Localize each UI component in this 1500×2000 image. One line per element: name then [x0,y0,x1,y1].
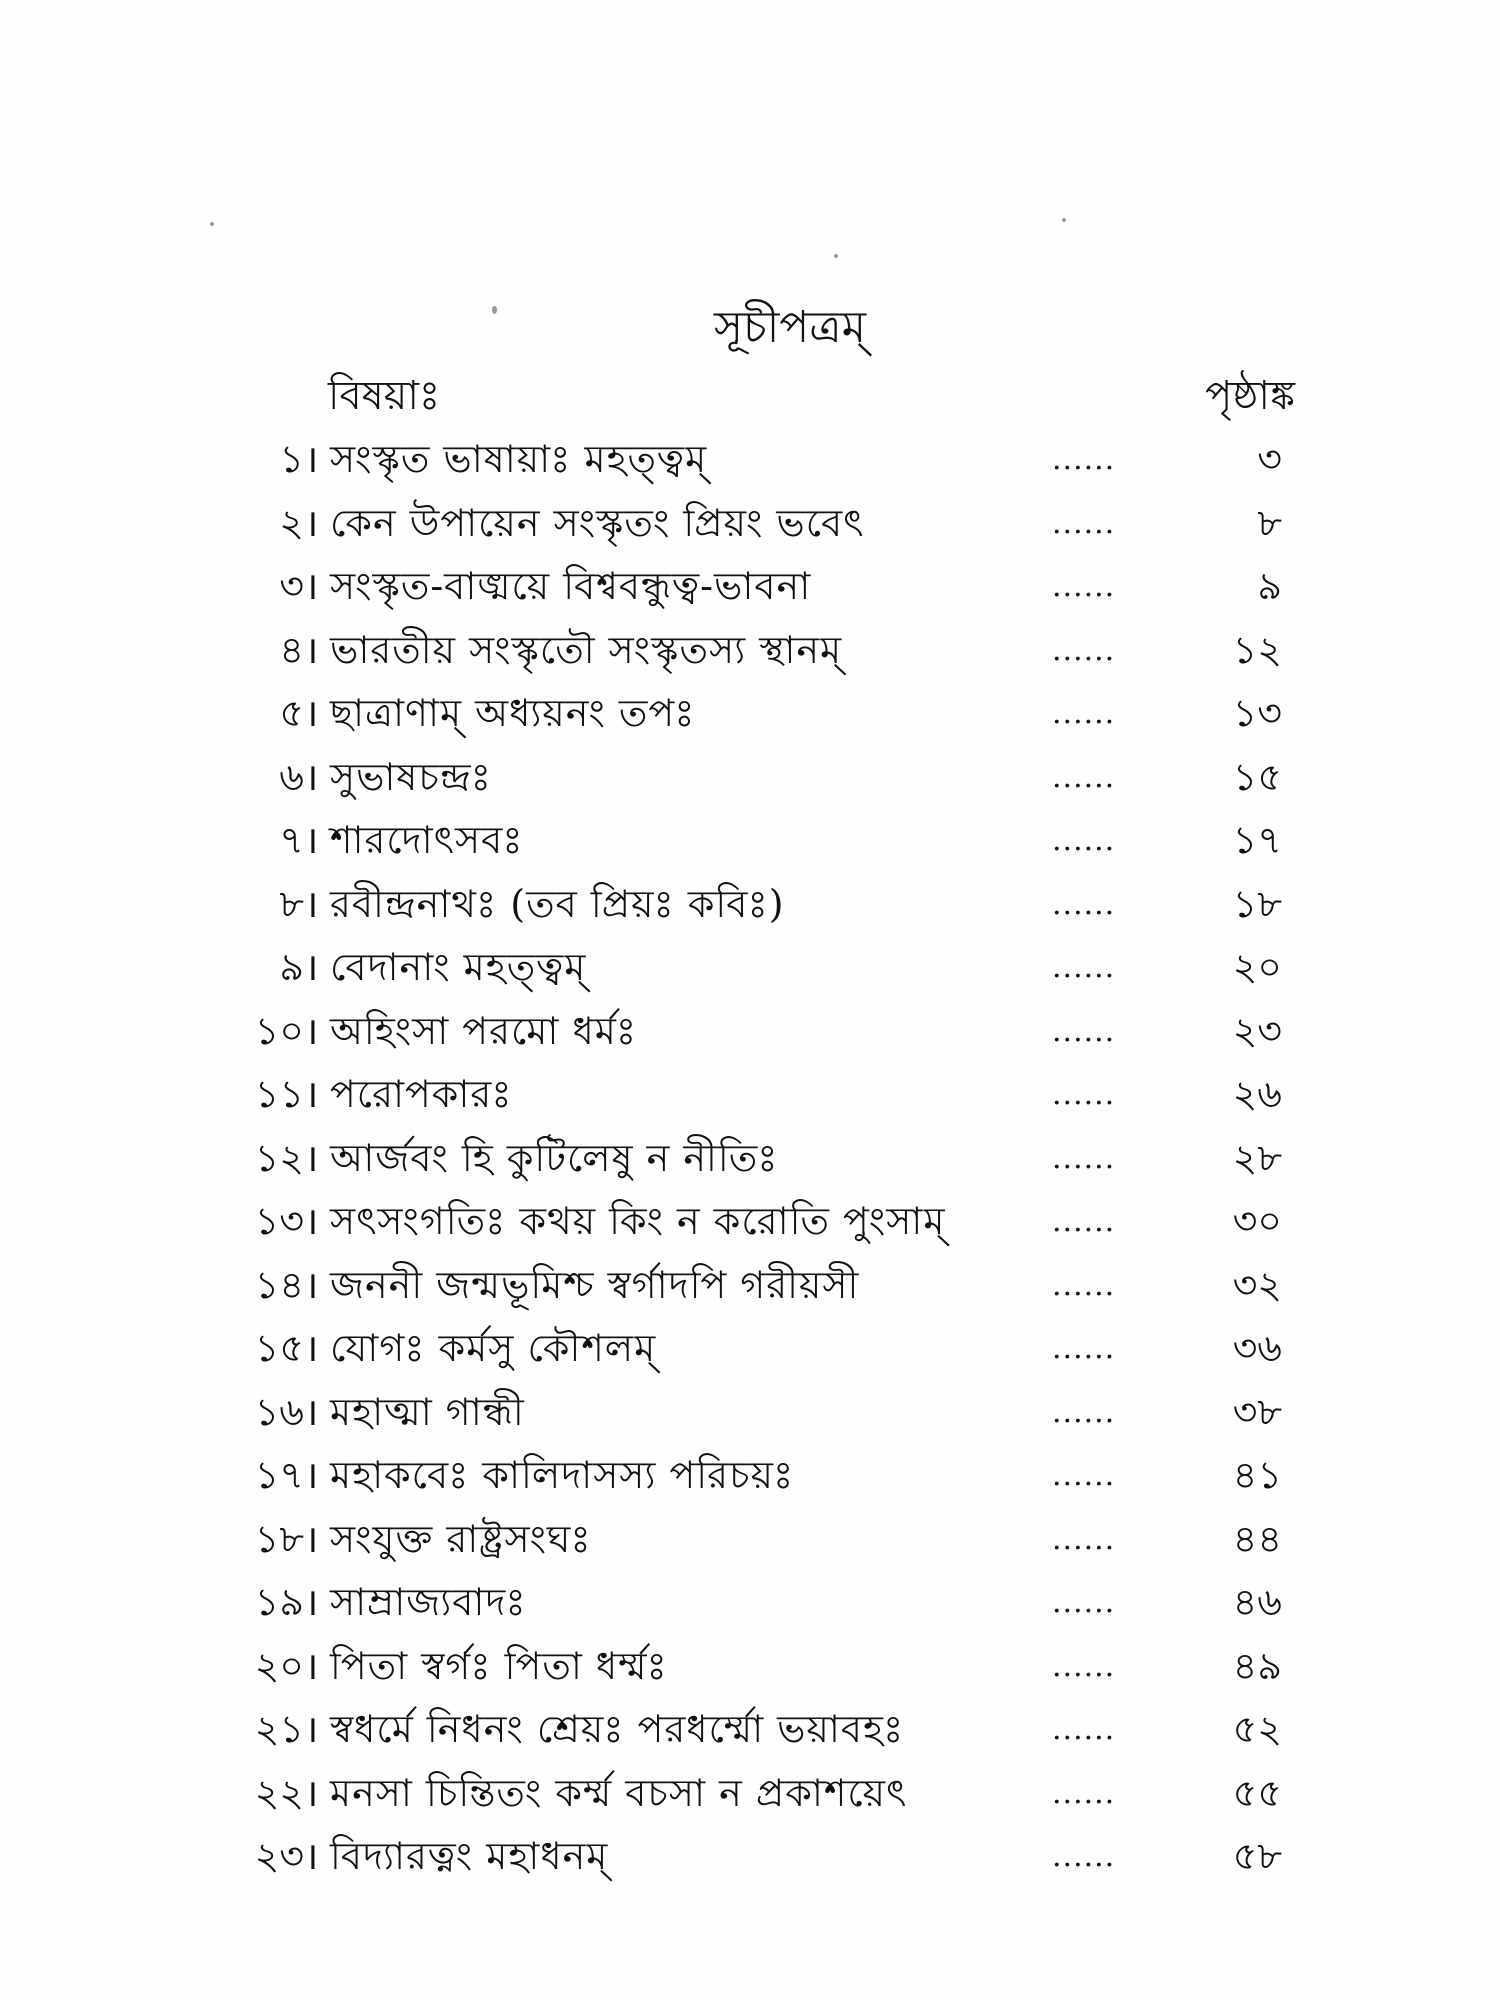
entry-number: ৮ [279,881,304,926]
entry-title: মহাত্মা গান্ধী [330,1389,525,1434]
entry-leader-dots: ...... [1052,1839,1116,1874]
entry-leader-dots: ...... [1052,759,1116,795]
toc-entry [0,1825,1500,1889]
entry-leader-dots: ...... [1052,1458,1116,1493]
entry-number: ২১ [254,1707,304,1751]
entry-separator: । [304,818,319,862]
entry-number: ৯ [279,945,304,989]
entry-page-number: ৩২ [1232,1262,1282,1307]
column-header [0,366,1500,426]
entry-title: ছাত্রাণাম্ অধ্যয়নং তপঃ [330,691,696,735]
table-of-contents [0,428,1500,1889]
entry-title: সংস্কৃত-বাঙ্ময়ে বিশ্ববন্ধুত্ব-ভাবনা [330,564,812,608]
entry-page-number: ২৮ [1232,1135,1282,1180]
entry-separator: । [304,754,319,799]
entry-title: বেদানাং মহত্ত্বম্ [330,945,587,989]
toc-entry [0,1508,1500,1572]
toc-entry [0,1190,1500,1254]
entry-separator: । [304,1834,319,1878]
entry-number: ১ [279,437,304,481]
entry-page-number: ৫২ [1232,1707,1282,1751]
entry-separator: । [304,1643,319,1688]
entry-title: মহাকবেঃ কালিদাসস্য পরিচয়ঃ [330,1453,795,1497]
entry-title: যোগঃ কর্মসু কৌশলম্ [330,1326,657,1370]
toc-entry [0,428,1500,492]
entry-page-number: ২০ [1232,945,1282,989]
entry-page-number: ৩৮ [1232,1389,1282,1434]
toc-entry [0,555,1500,619]
toc-entry [0,1254,1500,1318]
entry-leader-dots: ...... [1052,505,1116,541]
entry-page-number: ৮ [1257,500,1282,545]
entry-page-number: ৩০ [1232,1199,1282,1243]
entry-leader-dots: ...... [1052,886,1116,922]
toc-entry [0,682,1500,746]
entry-number: ১৩ [254,1199,304,1243]
entry-number: ১৫ [254,1326,304,1370]
entry-title: পরোপকারঃ [330,1072,513,1116]
toc-entry [0,1698,1500,1762]
subject-column-header: বিষয়াঃ [328,373,441,419]
entry-separator: । [304,1326,319,1370]
toc-entry [0,1063,1500,1127]
entry-title: ভারতীয় সংস্কৃতৌ সংস্কৃতস্য স্থানম্ [330,627,843,672]
entry-title: রবীন্দ্রনাথঃ (তব প্রিয়ঃ কবিঃ) [330,881,785,926]
entry-number: ৭ [279,818,304,862]
entry-page-number: ১২ [1232,627,1282,672]
entry-separator: । [304,627,319,672]
entry-number: ৩ [279,564,304,608]
entry-number: ২০ [254,1643,304,1688]
entry-separator: । [304,437,319,481]
entry-separator: । [304,1135,319,1180]
toc-entry [0,1762,1500,1826]
toc-entry [0,1444,1500,1508]
entry-title: শারদোৎসবঃ [330,818,524,862]
entry-title: সুভাষচন্দ্রঃ [330,754,492,799]
entry-separator: । [304,564,319,608]
entry-number: ১৭ [254,1453,304,1497]
entry-page-number: ৫৮ [1232,1834,1282,1878]
entry-title: অহিংসা পরমো ধর্মঃ [330,1008,638,1053]
entry-page-number: ১৩ [1232,691,1282,735]
entry-page-number: ৪৪ [1232,1516,1282,1561]
toc-entry [0,1127,1500,1191]
entry-number: ৫ [279,691,304,735]
entry-number: ১৮ [254,1516,304,1561]
toc-entry [0,492,1500,556]
entry-page-number: ৪১ [1232,1453,1282,1497]
entry-page-number: ৯ [1257,564,1282,608]
entry-leader-dots: ...... [1052,696,1116,731]
entry-title: সাম্রাজ্যবাদঃ [330,1580,527,1624]
entry-separator: । [304,1072,319,1116]
entry-leader-dots: ...... [1052,1077,1116,1112]
entry-leader-dots: ...... [1052,632,1116,668]
entry-number: ২২ [254,1770,304,1815]
entry-page-number: ৩৬ [1232,1326,1282,1370]
entry-page-number: ৪৬ [1232,1580,1282,1624]
entry-leader-dots: ...... [1052,1775,1116,1811]
entry-title: বিদ্যারত্নং মহাধনম্ [330,1834,609,1878]
entry-title: আর্জবং হি কুটিলেষু ন নীতিঃ [330,1135,779,1180]
entry-leader-dots: ...... [1052,1585,1116,1620]
entry-page-number: ৫৫ [1232,1770,1282,1815]
entry-leader-dots: ...... [1052,1648,1116,1684]
entry-separator: । [304,881,319,926]
entry-number: ১০ [254,1008,304,1053]
entry-number: ১৯ [254,1580,304,1624]
entry-leader-dots: ...... [1052,1394,1116,1430]
toc-entry [0,936,1500,1000]
entry-leader-dots: ...... [1052,823,1116,858]
page-column-header: পৃষ্ঠাঙ্ক [1205,373,1295,419]
entry-leader-dots: ...... [1052,1331,1116,1366]
entry-leader-dots: ...... [1052,1204,1116,1239]
entry-title: মনসা চিন্তিতং কর্ম্ম বচসা ন প্রকাশয়েৎ [330,1770,908,1815]
paper-speck [210,222,214,226]
entry-separator: । [304,945,319,989]
entry-title: কেন উপায়েন সংস্কৃতং প্রিয়ং ভবেৎ [330,500,865,545]
entry-number: ২৩ [254,1834,304,1878]
entry-separator: । [304,1262,319,1307]
entry-leader-dots: ...... [1052,1521,1116,1557]
entry-leader-dots: ...... [1052,1267,1116,1303]
entry-separator: । [304,1707,319,1751]
entry-page-number: ২৩ [1232,1008,1282,1053]
entry-number: ৬ [279,754,304,799]
paper-speck [1062,218,1066,222]
entry-separator: । [304,1580,319,1624]
toc-entry [0,873,1500,937]
entry-title: স্বধর্মে নিধনং শ্রেয়ঃ পরধর্ম্মো ভয়াবহঃ [330,1707,905,1751]
entry-leader-dots: ...... [1052,1712,1116,1747]
entry-separator: । [304,500,319,545]
entry-separator: । [304,1453,319,1497]
toc-entry [0,1317,1500,1381]
entry-number: ২ [279,500,304,545]
entry-page-number: ১৭ [1232,818,1282,862]
entry-separator: । [304,1199,319,1243]
entry-page-number: ৪৯ [1232,1643,1282,1688]
toc-entry [0,1571,1500,1635]
entry-separator: । [304,1770,319,1815]
toc-entry [0,619,1500,683]
entry-separator: । [304,1389,319,1434]
toc-entry [0,1000,1500,1064]
entry-separator: । [304,691,319,735]
entry-page-number: ১৫ [1232,754,1282,799]
entry-title: সংযুক্ত রাষ্ট্রসংঘঃ [330,1516,592,1561]
entry-title: সৎসংগতিঃ কথয় কিং ন করোতি পুংসাম্ [330,1199,946,1243]
entry-title: পিতা স্বর্গঃ পিতা ধর্ম্মঃ [330,1643,668,1688]
toc-entry [0,746,1500,810]
entry-leader-dots: ...... [1052,1013,1116,1049]
toc-entry [0,1381,1500,1445]
entry-page-number: ৩ [1257,437,1282,481]
entry-page-number: ২৬ [1232,1072,1282,1116]
page-title: সূচীপত্রম্ [713,302,867,353]
entry-page-number: ১৮ [1232,881,1282,926]
entry-number: ১২ [254,1135,304,1180]
paper-speck [834,254,838,258]
entry-separator: । [304,1008,319,1053]
toc-entry [0,809,1500,873]
entry-title: সংস্কৃত ভাষায়াঃ মহত্ত্বম্ [330,437,708,481]
entry-leader-dots: ...... [1052,442,1116,477]
entry-number: ১৪ [254,1262,304,1307]
entry-number: ৪ [279,627,304,672]
entry-leader-dots: ...... [1052,1140,1116,1176]
entry-title: জননী জন্মভূমিশ্চ স্বর্গাদপি গরীয়সী [330,1262,860,1307]
entry-leader-dots: ...... [1052,569,1116,604]
entry-leader-dots: ...... [1052,950,1116,985]
entry-separator: । [304,1516,319,1561]
entry-number: ১১ [254,1072,304,1116]
entry-number: ১৬ [254,1389,304,1434]
toc-entry [0,1635,1500,1699]
